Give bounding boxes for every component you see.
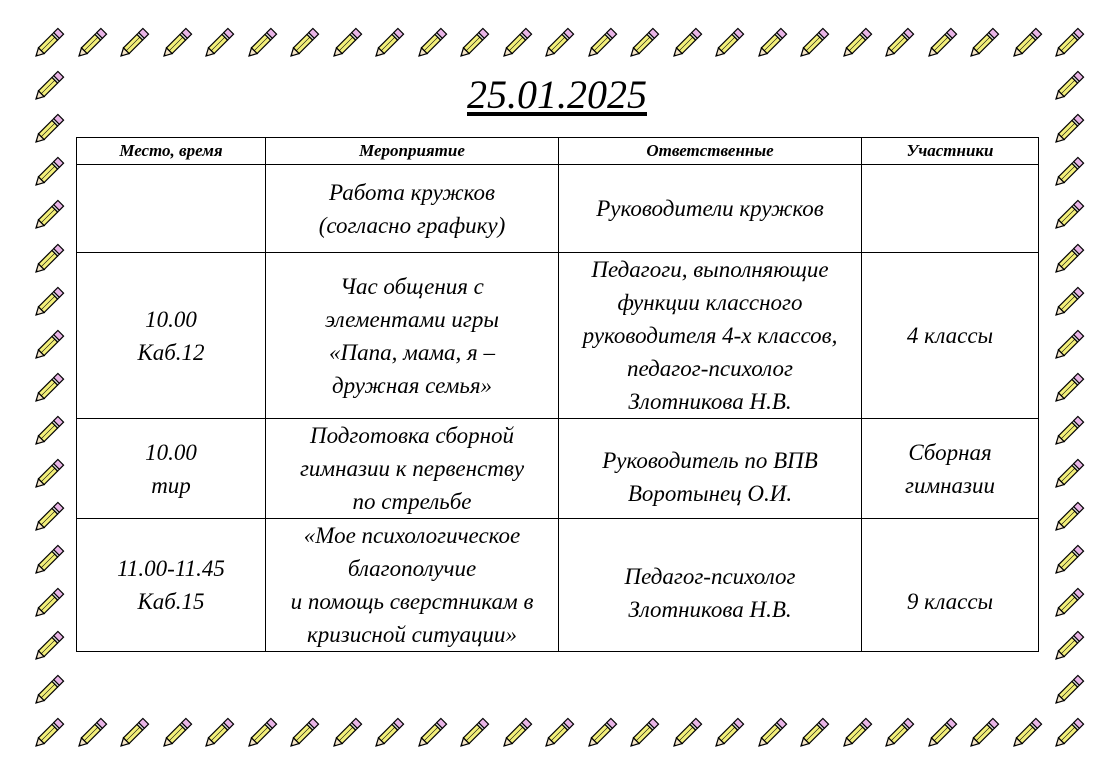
pencil-icon	[878, 24, 918, 64]
pencil-icon	[28, 153, 68, 193]
pencil-icon	[1048, 153, 1088, 193]
cell-place	[77, 253, 266, 419]
header-event: Мероприятие	[266, 138, 559, 165]
pencil-icon	[1006, 24, 1046, 64]
pencil-icon	[28, 283, 68, 323]
pencil-icon	[708, 24, 748, 64]
pencil-icon	[963, 714, 1003, 754]
pencil-icon	[623, 714, 663, 754]
table-row	[77, 165, 1039, 253]
pencil-icon	[921, 24, 961, 64]
page-title: 25.01.2025	[467, 72, 647, 117]
cell-line: педагог-психолог	[627, 356, 793, 381]
cell-line: благополучие	[347, 556, 477, 581]
pencil-icon	[666, 714, 706, 754]
pencil-icon	[283, 714, 323, 754]
pencil-icon	[28, 369, 68, 409]
cell-line: и помощь сверстникам в	[290, 589, 534, 614]
pencil-icon	[28, 412, 68, 452]
cell-line: (согласно графику)	[318, 212, 506, 238]
pencil-icon	[28, 541, 68, 581]
pencil-icon	[623, 24, 663, 64]
cell-participants	[862, 519, 1039, 652]
cell-event	[266, 165, 559, 253]
cell-line: Сборная	[908, 439, 992, 465]
pencil-icon	[1048, 283, 1088, 323]
table-row	[77, 419, 1039, 519]
cell-line: кризисной ситуации»	[306, 622, 518, 647]
pencil-icon	[326, 24, 366, 64]
cell-line: Руководители кружков	[596, 196, 824, 221]
pencil-icon	[71, 714, 111, 754]
cell-event	[266, 253, 559, 419]
pencil-icon	[1048, 627, 1088, 667]
pencil-icon	[28, 671, 68, 711]
pencil-icon	[241, 24, 281, 64]
pencil-icon	[113, 714, 153, 754]
table-row	[77, 519, 1039, 652]
pencil-icon	[283, 24, 323, 64]
cell-line: гимназии к первенству	[299, 456, 525, 481]
pencil-icon	[156, 714, 196, 754]
pencil-icon	[241, 714, 281, 754]
pencil-icon	[581, 714, 621, 754]
pencil-icon	[751, 714, 791, 754]
cell-line: Воротынец О.И.	[627, 480, 793, 506]
cell-line: Час общения с	[340, 273, 484, 299]
header-place-time: Место, время	[77, 138, 266, 165]
pencil-icon	[113, 24, 153, 64]
pencil-icon	[411, 714, 451, 754]
header-responsible: Ответственные	[559, 138, 862, 165]
pencil-icon	[836, 24, 876, 64]
cell-responsible	[559, 419, 862, 519]
pencil-icon	[1048, 369, 1088, 409]
pencil-icon	[368, 714, 408, 754]
pencil-icon	[28, 584, 68, 624]
pencil-icon	[198, 714, 238, 754]
pencil-icon	[28, 714, 68, 754]
pencil-icon	[411, 24, 451, 64]
pencil-icon	[666, 24, 706, 64]
cell-line: 10.00	[145, 306, 197, 332]
cell-line: 11.00-11.45	[117, 556, 225, 581]
cell-line: Педагог-психолог	[624, 564, 796, 589]
pencil-icon	[751, 24, 791, 64]
pencil-icon	[963, 24, 1003, 64]
cell-responsible	[559, 519, 862, 652]
pencil-icon	[496, 714, 536, 754]
cell-line: гимназии	[904, 472, 996, 498]
pencil-icon	[28, 455, 68, 495]
pencil-icon	[1048, 671, 1088, 711]
cell-participants	[862, 165, 1039, 253]
cell-participants	[862, 253, 1039, 419]
cell-line: Руководитель по ВПВ	[602, 447, 818, 473]
pencil-icon	[793, 714, 833, 754]
pencil-icon	[28, 240, 68, 280]
cell-line: 4 классы	[906, 323, 994, 348]
pencil-icon	[581, 24, 621, 64]
pencil-icon	[1048, 584, 1088, 624]
cell-line: функции классного	[617, 290, 803, 315]
pencil-icon	[1048, 498, 1088, 538]
cell-participants	[862, 419, 1039, 519]
pencil-icon	[1048, 24, 1088, 64]
pencil-icon	[28, 627, 68, 667]
pencil-icon	[1006, 714, 1046, 754]
pencil-icon	[1048, 326, 1088, 366]
cell-line: 10.00	[145, 439, 197, 465]
pencil-icon	[708, 714, 748, 754]
pencil-icon	[1048, 714, 1088, 754]
pencil-icon	[453, 24, 493, 64]
table-header-row	[77, 138, 1039, 165]
cell-line: «Папа, мама, я –	[329, 339, 495, 365]
cell-line: «Мое психологическое	[303, 523, 521, 548]
cell-line: элементами игры	[325, 306, 499, 332]
cell-line: Каб.12	[137, 339, 205, 365]
cell-line: по стрельбе	[352, 489, 472, 514]
cell-event	[266, 519, 559, 652]
cell-responsible	[559, 165, 862, 253]
pencil-icon	[836, 714, 876, 754]
pencil-icon	[1048, 412, 1088, 452]
cell-line: Педагоги, выполняющие	[591, 257, 829, 282]
pencil-icon	[198, 24, 238, 64]
cell-line: Работа кружков	[329, 179, 495, 205]
pencil-icon	[1048, 240, 1088, 280]
cell-place	[77, 419, 266, 519]
cell-place	[77, 519, 266, 652]
pencil-icon	[878, 714, 918, 754]
pencil-icon	[28, 498, 68, 538]
pencil-icon	[368, 24, 408, 64]
cell-line: дружная семья»	[331, 372, 493, 398]
pencil-icon	[1048, 196, 1088, 236]
cell-place	[77, 165, 266, 253]
pencil-icon	[71, 24, 111, 64]
cell-line: Злотникова Н.В.	[628, 597, 792, 622]
pencil-icon	[326, 714, 366, 754]
pencil-icon	[538, 714, 578, 754]
cell-line: 9 классы	[906, 588, 994, 614]
cell-line: Каб.15	[137, 589, 205, 614]
pencil-icon	[1048, 541, 1088, 581]
pencil-icon	[921, 714, 961, 754]
pencil-icon	[28, 326, 68, 366]
header-participants: Участники	[862, 138, 1039, 165]
cell-line: Злотникова Н.В.	[628, 389, 792, 414]
pencil-icon	[28, 24, 68, 64]
cell-line: руководителя 4-х классов,	[582, 323, 838, 348]
pencil-icon	[496, 24, 536, 64]
cell-line: тир	[151, 472, 191, 498]
pencil-icon	[538, 24, 578, 64]
pencil-icon	[1048, 455, 1088, 495]
pencil-icon	[156, 24, 196, 64]
pencil-icon	[453, 714, 493, 754]
pencil-icon	[793, 24, 833, 64]
cell-responsible	[559, 253, 862, 419]
pencil-icon	[28, 196, 68, 236]
cell-line: Подготовка сборной	[309, 423, 515, 448]
schedule-table	[76, 137, 1039, 652]
cell-event	[266, 419, 559, 519]
table-row	[77, 253, 1039, 419]
